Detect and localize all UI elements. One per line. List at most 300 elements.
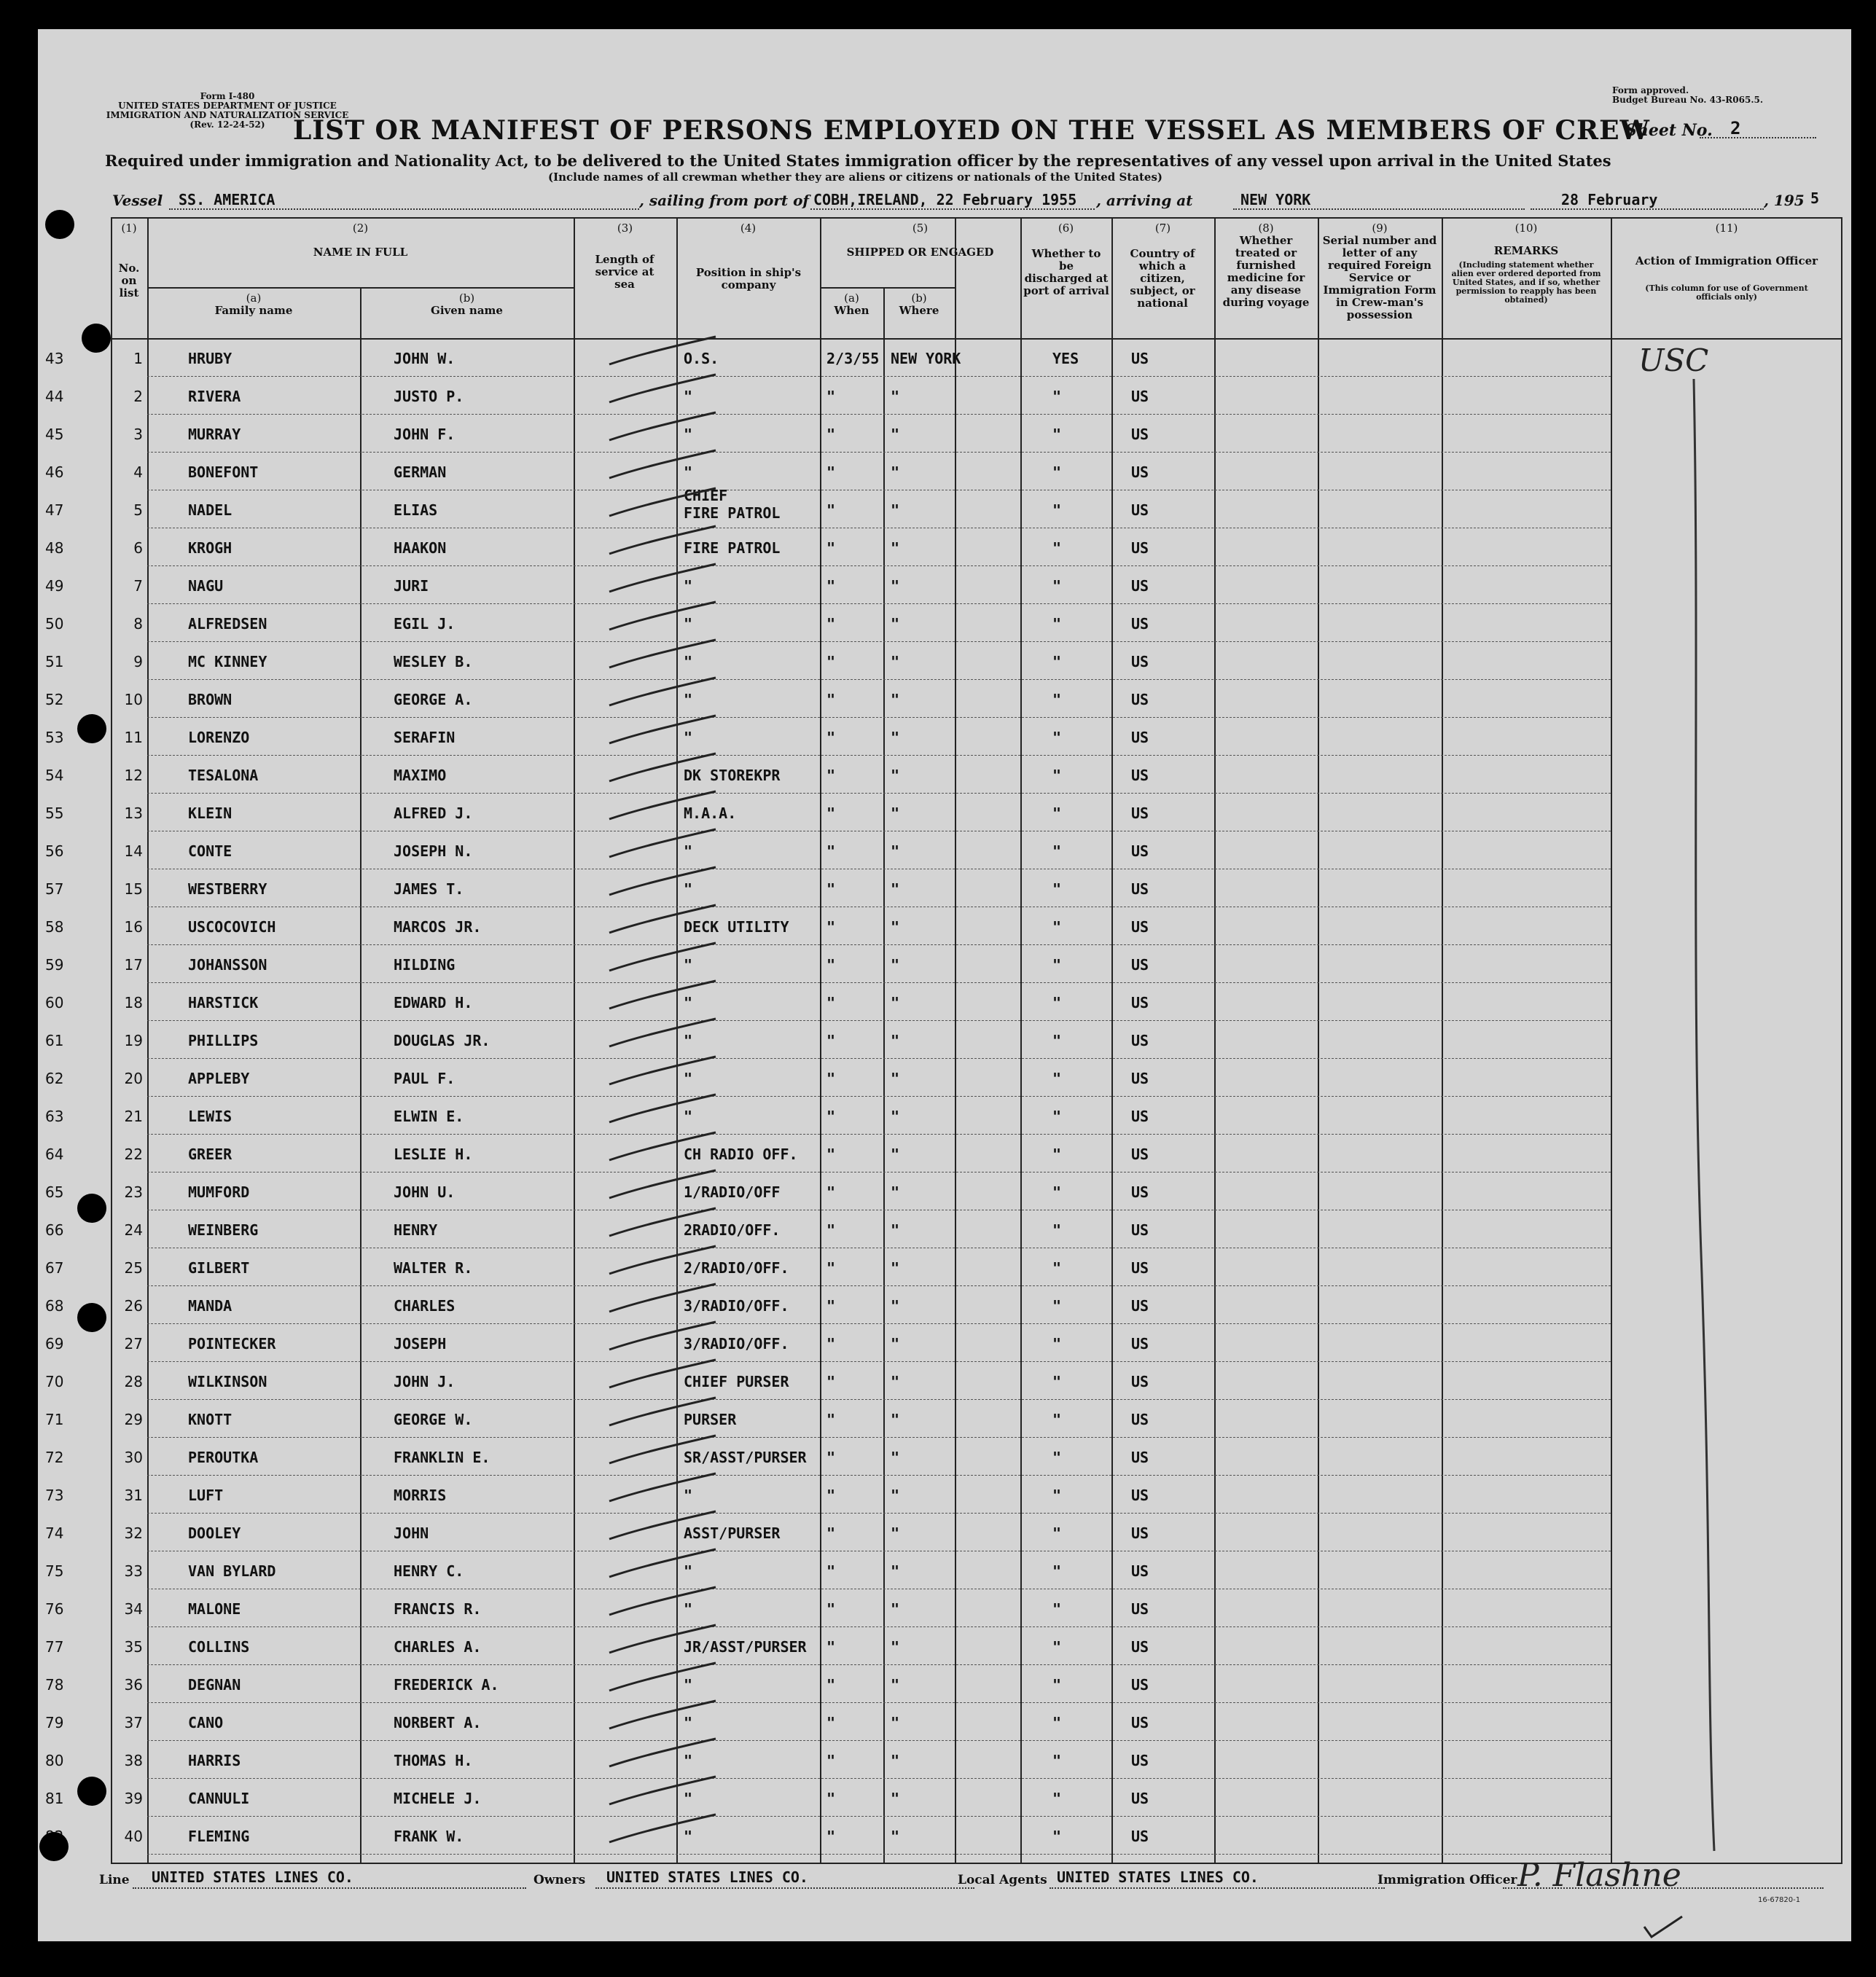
discharged: " <box>1052 615 1062 633</box>
position: " <box>684 463 693 481</box>
service-tick-mark <box>606 822 723 866</box>
departure-port: COBH,IRELAND, 22 February 1955 <box>813 191 1077 208</box>
row-separator <box>147 1778 1611 1779</box>
shipped-where: " <box>891 1676 900 1694</box>
agents-label: Local Agents <box>958 1873 1047 1887</box>
list-number: 2 <box>133 388 143 405</box>
shipped-where: " <box>891 1335 900 1352</box>
shipped-when: " <box>826 1183 836 1201</box>
manifest-line-number: 53 <box>45 729 64 746</box>
manifest-line-number: 55 <box>45 804 64 822</box>
family-name: HRUBY <box>188 350 232 367</box>
list-number: 18 <box>124 994 143 1011</box>
shipped-when: " <box>826 463 836 481</box>
port-underline <box>810 208 1095 210</box>
sheet-label: Sheet No. <box>1625 121 1713 140</box>
service-tick-mark <box>606 329 723 373</box>
shipped-where: " <box>891 729 900 746</box>
position: " <box>684 880 693 898</box>
shipped-where: " <box>891 767 900 784</box>
col6-number: (6) <box>1058 222 1074 235</box>
position: " <box>684 1676 693 1694</box>
shipped-when: " <box>826 1676 836 1694</box>
row-separator <box>147 755 1611 756</box>
table-row <box>38 605 1851 642</box>
position: " <box>684 1828 693 1845</box>
manifest-line-number: 61 <box>45 1032 64 1049</box>
discharged: " <box>1052 1070 1062 1087</box>
name-subheader-line <box>147 287 574 289</box>
table-row <box>38 984 1851 1021</box>
row-separator <box>147 1816 1611 1817</box>
vessel-label: Vessel <box>112 192 163 209</box>
family-name: KROGH <box>188 539 232 557</box>
manifest-line-number: 78 <box>45 1676 64 1694</box>
given-name: CHARLES <box>394 1297 456 1315</box>
country: US <box>1131 1108 1149 1125</box>
shipped-where: " <box>891 994 900 1011</box>
country: US <box>1131 1752 1149 1769</box>
given-name: SERAFIN <box>394 729 456 746</box>
service-tick-mark <box>606 1466 723 1510</box>
arrival-date: 28 February <box>1561 191 1658 208</box>
table-row <box>38 870 1851 907</box>
discharged: " <box>1052 1638 1062 1656</box>
service-tick-mark <box>606 1049 723 1093</box>
service-tick-mark <box>606 784 723 828</box>
manifest-sheet <box>38 29 1851 1941</box>
discharged: " <box>1052 1032 1062 1049</box>
col2b-letter: (b) <box>458 291 475 305</box>
table-row <box>38 832 1851 869</box>
given-name: LESLIE H. <box>394 1146 473 1163</box>
given-name: JURI <box>394 577 429 595</box>
family-name: DOOLEY <box>188 1524 241 1542</box>
position: CHIEF FIRE PATROL <box>684 487 781 522</box>
shipped-when: 2/3/55 <box>826 350 880 367</box>
shipped-when: " <box>826 1221 836 1239</box>
list-number: 5 <box>133 501 143 519</box>
col8-header: Whether treated or furnished medicine for any disease during voyage <box>1222 234 1310 309</box>
discharged: " <box>1052 1714 1062 1731</box>
list-number: 3 <box>133 426 143 443</box>
table-row <box>38 1211 1851 1248</box>
manifest-line-number: 70 <box>45 1373 64 1390</box>
position: " <box>684 388 693 405</box>
form-approved: Form approved. <box>1612 85 1689 95</box>
country: US <box>1131 1562 1149 1580</box>
given-name: MICHELE J. <box>394 1790 482 1807</box>
family-name: WEINBERG <box>188 1221 259 1239</box>
punch-hole <box>77 1777 106 1806</box>
given-name: EGIL J. <box>394 615 456 633</box>
shipped-where: " <box>891 918 900 936</box>
row-separator <box>147 565 1611 566</box>
service-tick-mark <box>606 1277 723 1320</box>
list-number: 33 <box>124 1562 143 1580</box>
list-number: 10 <box>124 691 143 708</box>
family-name: WILKINSON <box>188 1373 267 1390</box>
position: " <box>684 1487 693 1504</box>
shipped-where: " <box>891 804 900 822</box>
discharged: " <box>1052 1259 1062 1277</box>
col7-number: (7) <box>1154 222 1171 235</box>
discharged: " <box>1052 956 1062 974</box>
shipped-when: " <box>826 956 836 974</box>
row-separator <box>147 1513 1611 1514</box>
family-name: NAGU <box>188 577 224 595</box>
position: " <box>684 615 693 633</box>
arriving-label: , arriving at <box>1096 192 1193 209</box>
row-separator <box>147 1134 1611 1135</box>
row-separator <box>147 1740 1611 1741</box>
shipped-when: " <box>826 577 836 595</box>
service-tick-mark <box>606 1694 723 1737</box>
row-separator <box>147 1096 1611 1097</box>
position: CH RADIO OFF. <box>684 1146 798 1163</box>
row-separator <box>147 603 1611 604</box>
shipped-when: " <box>826 1297 836 1315</box>
service-tick-mark <box>606 1428 723 1472</box>
service-tick-mark <box>606 1504 723 1548</box>
row-separator <box>147 1626 1611 1627</box>
list-number: 21 <box>124 1108 143 1125</box>
shipped-where: " <box>891 1108 900 1125</box>
arrival-underline <box>1233 208 1525 210</box>
table-row <box>38 453 1851 490</box>
table-row <box>38 756 1851 794</box>
shipped-when: " <box>826 1714 836 1731</box>
given-name: HILDING <box>394 956 456 974</box>
service-tick-mark <box>606 898 723 941</box>
list-number: 7 <box>133 577 143 595</box>
country: US <box>1131 842 1149 860</box>
family-name: MALONE <box>188 1600 241 1618</box>
given-name: JOHN <box>394 1524 429 1542</box>
row-separator <box>147 452 1611 453</box>
table-row <box>38 1704 1851 1741</box>
list-number: 26 <box>124 1297 143 1315</box>
service-tick-mark <box>606 1163 723 1207</box>
country: US <box>1131 1600 1149 1618</box>
position: " <box>684 1070 693 1087</box>
revision-date: (Rev. 12-24-52) <box>189 120 265 130</box>
discharged: " <box>1052 577 1062 595</box>
country: US <box>1131 388 1149 405</box>
country: US <box>1131 1449 1149 1466</box>
country: US <box>1131 994 1149 1011</box>
manifest-line-number: 71 <box>45 1411 64 1428</box>
col4-header: Position in ship's company <box>695 266 802 291</box>
country: US <box>1131 1070 1149 1087</box>
shipped-where: NEW YORK <box>891 350 961 367</box>
col5b-letter: (b) <box>911 291 927 305</box>
service-tick-mark <box>606 1390 723 1434</box>
row-separator <box>147 414 1611 415</box>
family-name: DEGNAN <box>188 1676 241 1694</box>
print-code: 16-67820-1 <box>1758 1896 1801 1904</box>
discharged: " <box>1052 653 1062 670</box>
given-name: MARCOS JR. <box>394 918 482 936</box>
family-name: CANNULI <box>188 1790 250 1807</box>
list-number: 24 <box>124 1221 143 1239</box>
given-name: THOMAS H. <box>394 1752 473 1769</box>
table-row <box>38 1514 1851 1551</box>
shipped-when: " <box>826 1600 836 1618</box>
list-number: 30 <box>124 1449 143 1466</box>
position: " <box>684 1600 693 1618</box>
year-digit: 5 <box>1810 189 1820 207</box>
given-name: FRANKLIN E. <box>394 1449 491 1466</box>
given-name: WESLEY B. <box>394 653 473 670</box>
discharged: " <box>1052 1183 1062 1201</box>
table-row <box>38 487 1851 528</box>
position: " <box>684 1108 693 1125</box>
list-number: 28 <box>124 1373 143 1390</box>
list-number: 8 <box>133 615 143 633</box>
family-name: ALFREDSEN <box>188 615 267 633</box>
given-name: ELIAS <box>394 501 438 519</box>
shipped-where: " <box>891 1487 900 1504</box>
manifest-line-number: 73 <box>45 1487 64 1504</box>
service-tick-mark <box>606 1731 723 1775</box>
position: DK STOREKPR <box>684 767 781 784</box>
shipped-where: " <box>891 577 900 595</box>
country: US <box>1131 767 1149 784</box>
country: US <box>1131 956 1149 974</box>
table-row <box>38 1817 1851 1855</box>
shipped-when: " <box>826 1032 836 1049</box>
manifest-line-number: 77 <box>45 1638 64 1656</box>
line-underline <box>133 1887 526 1889</box>
col6-header: Whether to be discharged at port of arrival <box>1023 247 1109 297</box>
given-name: GEORGE A. <box>394 691 473 708</box>
shipped-when: " <box>826 539 836 557</box>
country: US <box>1131 577 1149 595</box>
list-number: 23 <box>124 1183 143 1201</box>
shipped-when: " <box>826 918 836 936</box>
punch-hole <box>77 1194 106 1223</box>
discharged: " <box>1052 1373 1062 1390</box>
position: " <box>684 691 693 708</box>
sailing-label: , sailing from port of <box>639 192 810 209</box>
given-name: CHARLES A. <box>394 1638 482 1656</box>
given-name: JOHN J. <box>394 1373 456 1390</box>
country: US <box>1131 1411 1149 1428</box>
country: US <box>1131 615 1149 633</box>
service-tick-mark <box>606 1201 723 1245</box>
date-underline <box>1531 208 1764 210</box>
position: " <box>684 1790 693 1807</box>
manifest-line-number: 43 <box>45 350 64 367</box>
table-row <box>38 340 1851 377</box>
discharged: " <box>1052 1297 1062 1315</box>
discharged: " <box>1052 1562 1062 1580</box>
given-name: FRANK W. <box>394 1828 464 1845</box>
manifest-line-number: 58 <box>45 918 64 936</box>
col11-note: (This column for use of Government officials only) <box>1645 283 1808 302</box>
manifest-line-number: 60 <box>45 994 64 1011</box>
position: " <box>684 729 693 746</box>
discharged: " <box>1052 767 1062 784</box>
manifest-line-number: 51 <box>45 653 64 670</box>
col4-number: (4) <box>740 222 757 235</box>
service-tick-mark <box>606 974 723 1017</box>
discharged: " <box>1052 1524 1062 1542</box>
discharged: " <box>1052 804 1062 822</box>
punch-hole <box>45 210 74 239</box>
family-name: APPLEBY <box>188 1070 250 1087</box>
service-tick-mark <box>606 708 723 752</box>
shipped-when: " <box>826 767 836 784</box>
row-separator <box>147 1399 1611 1400</box>
manifest-line-number: 45 <box>45 426 64 443</box>
list-number: 19 <box>124 1032 143 1049</box>
service-tick-mark <box>606 367 723 411</box>
country: US <box>1131 501 1149 519</box>
discharged: " <box>1052 1676 1062 1694</box>
shipped-when: " <box>826 1070 836 1087</box>
country: US <box>1131 350 1149 367</box>
table-row <box>38 529 1851 566</box>
discharged: YES <box>1052 350 1079 367</box>
country: US <box>1131 1335 1149 1352</box>
table-row <box>38 794 1851 831</box>
table-row <box>38 1742 1851 1779</box>
given-name: HENRY <box>394 1221 438 1239</box>
year-label: , 195 <box>1764 192 1805 209</box>
family-name: GREER <box>188 1146 232 1163</box>
table-row <box>38 1287 1851 1324</box>
shipped-when: " <box>826 1108 836 1125</box>
given-name: JOSEPH N. <box>394 842 473 860</box>
table-row <box>38 567 1851 604</box>
country: US <box>1131 1790 1149 1807</box>
col2a-header: Family name <box>214 304 293 317</box>
country: US <box>1131 463 1149 481</box>
col5a-header: When <box>834 304 869 317</box>
crew-rows <box>38 340 1851 1864</box>
given-name: FREDERICK A. <box>394 1676 499 1694</box>
position: " <box>684 956 693 974</box>
manifest-line-number: 63 <box>45 1108 64 1125</box>
shipped-when: " <box>826 1335 836 1352</box>
position: " <box>684 1562 693 1580</box>
given-name: GERMAN <box>394 463 447 481</box>
vessel-underline <box>169 208 639 210</box>
col10-number: (10) <box>1515 222 1538 235</box>
list-number: 20 <box>124 1070 143 1087</box>
col10-note: (Including statement whether alien ever ordered deported from United States, and if so, whether permission to reapply has been obtained) <box>1451 260 1601 305</box>
discharged: " <box>1052 1411 1062 1428</box>
line-label: Line <box>99 1873 130 1887</box>
row-separator <box>147 1058 1611 1059</box>
shipped-when: " <box>826 729 836 746</box>
table-row <box>38 1628 1851 1665</box>
country: US <box>1131 1297 1149 1315</box>
row-separator <box>147 1664 1611 1665</box>
country: US <box>1131 653 1149 670</box>
family-name: RIVERA <box>188 388 241 405</box>
list-number: 16 <box>124 918 143 936</box>
manifest-line-number: 81 <box>45 1790 64 1807</box>
shipped-when: " <box>826 842 836 860</box>
family-name: GILBERT <box>188 1259 250 1277</box>
table-row <box>38 1476 1851 1514</box>
officer-underline <box>1503 1887 1824 1889</box>
family-name: LUFT <box>188 1487 224 1504</box>
col7-header: Country of which a citizen, subject, or national <box>1130 247 1195 310</box>
owners-value: UNITED STATES LINES CO. <box>606 1868 808 1886</box>
shipped-when: " <box>826 691 836 708</box>
row-separator <box>147 1172 1611 1173</box>
country: US <box>1131 1676 1149 1694</box>
position: 2RADIO/OFF. <box>684 1221 781 1239</box>
given-name: FRANCIS R. <box>394 1600 482 1618</box>
service-tick-mark <box>606 1769 723 1813</box>
service-tick-mark <box>606 746 723 790</box>
family-name: WESTBERRY <box>188 880 267 898</box>
list-number: 29 <box>124 1411 143 1428</box>
shipped-where: " <box>891 1828 900 1845</box>
shipped-where: " <box>891 426 900 443</box>
discharged: " <box>1052 539 1062 557</box>
department-name: UNITED STATES DEPARTMENT OF JUSTICE <box>118 101 337 111</box>
family-name: MUMFORD <box>188 1183 250 1201</box>
position: M.A.A. <box>684 804 737 822</box>
table-row <box>38 643 1851 680</box>
col2-number: (2) <box>352 222 369 235</box>
list-number: 12 <box>124 767 143 784</box>
country: US <box>1131 880 1149 898</box>
shipped-when: " <box>826 653 836 670</box>
family-name: LEWIS <box>188 1108 232 1125</box>
service-tick-mark <box>606 1807 723 1851</box>
shipped-when: " <box>826 1146 836 1163</box>
position: 1/RADIO/OFF <box>684 1183 781 1201</box>
family-name: KNOTT <box>188 1411 232 1428</box>
given-name: WALTER R. <box>394 1259 473 1277</box>
position: 2/RADIO/OFF. <box>684 1259 789 1277</box>
shipped-when: " <box>826 1562 836 1580</box>
table-row <box>38 719 1851 756</box>
family-name: CONTE <box>188 842 232 860</box>
family-name: HARSTICK <box>188 994 259 1011</box>
shipped-where: " <box>891 1221 900 1239</box>
form-number: Form I-480 <box>200 91 255 101</box>
country: US <box>1131 1221 1149 1239</box>
shipped-where: " <box>891 615 900 633</box>
manifest-line-number: 76 <box>45 1600 64 1618</box>
list-number: 17 <box>124 956 143 974</box>
shipped-when: " <box>826 1790 836 1807</box>
given-name: ELWIN E. <box>394 1108 464 1125</box>
manifest-line-number: 48 <box>45 539 64 557</box>
position: 3/RADIO/OFF. <box>684 1335 789 1352</box>
discharged: " <box>1052 1221 1062 1239</box>
service-tick-mark <box>606 1315 723 1358</box>
table-row <box>38 908 1851 945</box>
shipped-when: " <box>826 804 836 822</box>
manifest-line-number: 64 <box>45 1146 64 1163</box>
given-name: EDWARD H. <box>394 994 473 1011</box>
service-tick-mark <box>606 405 723 449</box>
manifest-line-number: 57 <box>45 880 64 898</box>
given-name: JOHN W. <box>394 350 456 367</box>
shipped-when: " <box>826 615 836 633</box>
manifest-line-number: 56 <box>45 842 64 860</box>
family-name: PEROUTKA <box>188 1449 259 1466</box>
